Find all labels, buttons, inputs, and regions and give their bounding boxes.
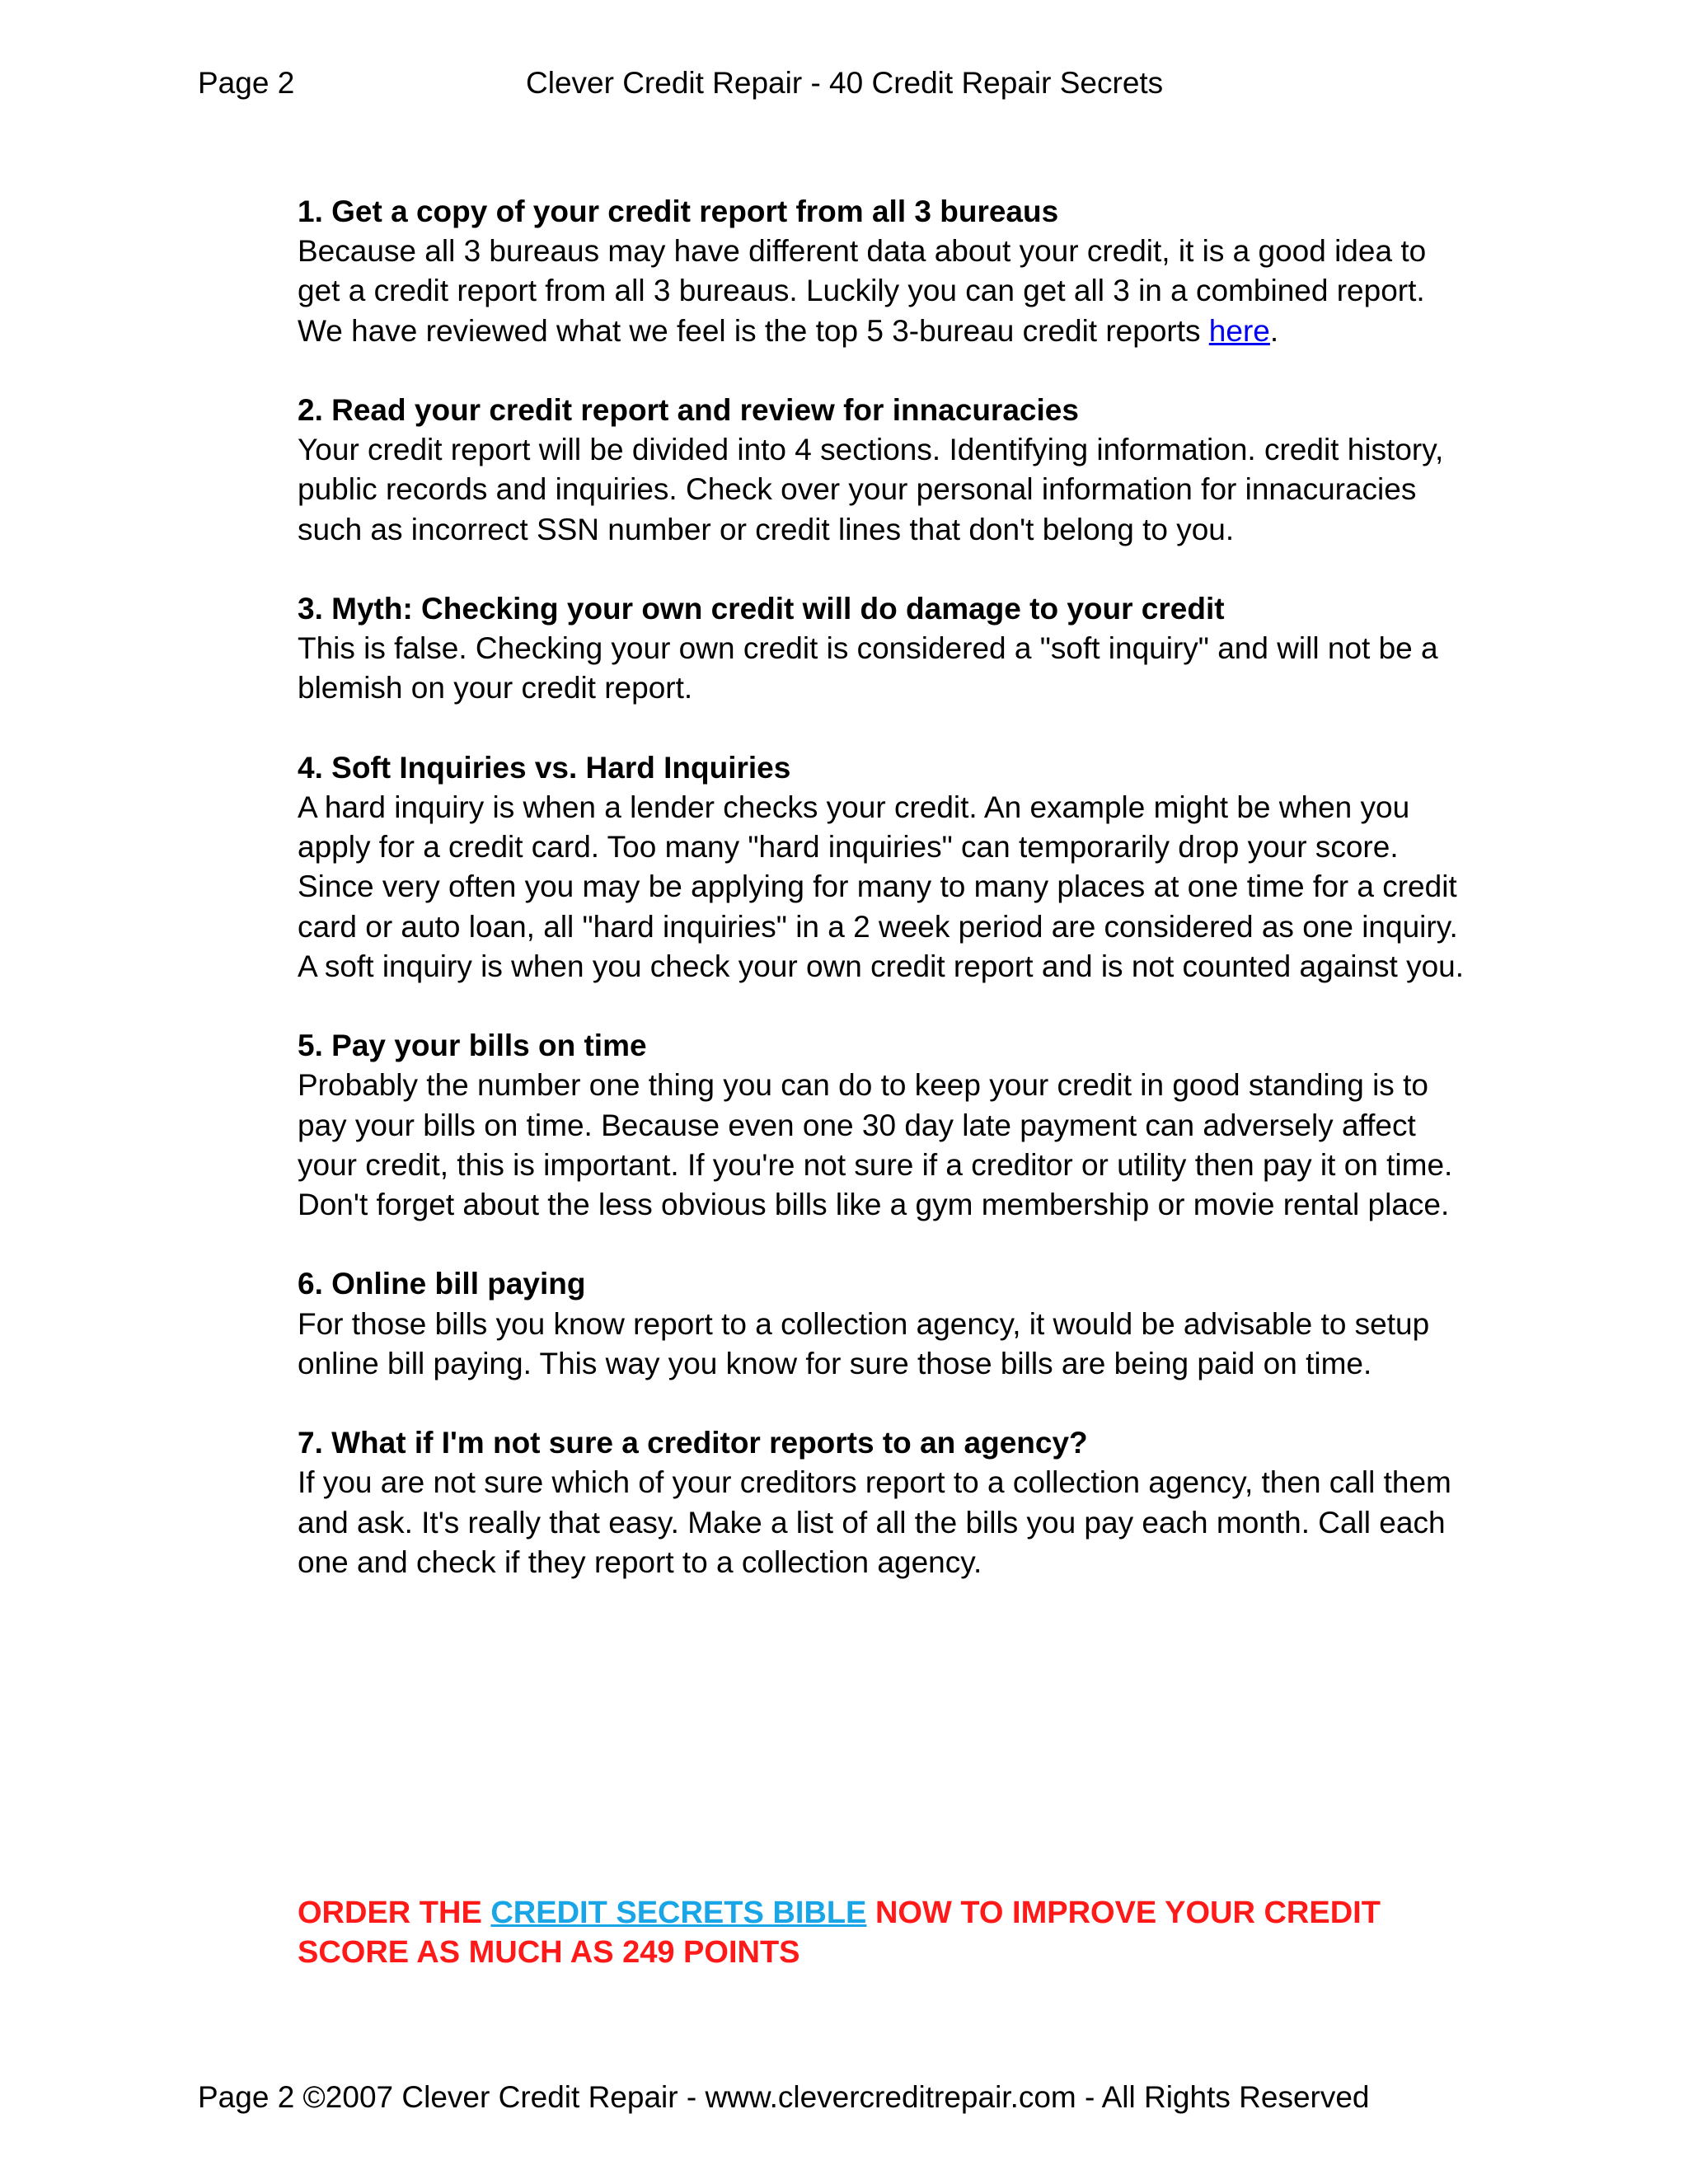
secret-item-7 <box>298 1423 1468 1582</box>
secret-title: 5. Pay your bills on time <box>298 1029 647 1063</box>
secret-body <box>298 232 1468 351</box>
secret-body: If you are not sure which of your creditors report to a collection agency, then call them and ask. It's really that easy. Make a list of all the bills you pay each month. Call each one and check if they report to a collection agency. <box>298 1465 1451 1579</box>
secret-body: A hard inquiry is when a lender checks your credit. An example might be when you apply for a credit card. Too many "hard inquiries" can temporarily drop your score. Since very often you may be applying for many to many places at one time for a credit card or auto loan, all "hard inquiries" in a 2 week period are considered as one inquiry. A soft inquiry is when you check your own credit report and is not counted against you. <box>298 790 1465 983</box>
secret-title: 2. Read your credit report and review for innacuracies <box>298 393 1079 427</box>
secret-item-5 <box>298 1026 1468 1225</box>
secret-item-6 <box>298 1264 1468 1384</box>
secret-title: 7. What if I'm not sure a creditor reports to an agency? <box>298 1426 1088 1460</box>
page-footer: Page 2 ©2007 Clever Credit Repair - www.clevercreditrepair.com - All Rights Reserved <box>198 2080 1370 2114</box>
secret-title: 4. Soft Inquiries vs. Hard Inquiries <box>298 750 791 785</box>
secret-title: 1. Get a copy of your credit report from all 3 bureaus <box>298 194 1059 228</box>
secret-body-text-end: . <box>1269 313 1279 348</box>
secret-title: 6. Online bill paying <box>298 1267 586 1301</box>
secret-body-text: Because all 3 bureaus may have different data about your credit, it is a good idea to get a credit report from all 3 bureaus. Luckily you can get all 3 in a combined report. We have reviewed what we feel is the top 5 3-bureau credit reports <box>298 234 1427 348</box>
header-page-number: Page 2 <box>198 66 295 100</box>
secret-item-2 <box>298 391 1468 550</box>
secret-item-3 <box>298 589 1468 709</box>
secret-item-4 <box>298 748 1468 987</box>
credit-secrets-bible-link[interactable]: CREDIT SECRETS BIBLE <box>490 1896 867 1930</box>
promo-banner <box>298 1893 1418 1972</box>
secret-body: Your credit report will be divided into 4 sections. Identifying information. credit history, public records and inquiries. Check over your personal information for innacuracies such as incorrect SSN number or credit lines that don't belong to you. <box>298 433 1444 546</box>
promo-suffix: NOW TO IMPROVE YOUR CREDIT SCORE AS MUCH AS 249 POINTS <box>298 1896 1381 1971</box>
secret-item-1 <box>298 192 1468 351</box>
secrets-list <box>298 192 1468 1622</box>
page-header <box>198 63 1434 104</box>
secret-body: For those bills you know report to a collection agency, it would be advisable to setup online bill paying. This way you know for sure those bills are being paid on time. <box>298 1306 1430 1380</box>
header-document-title: Clever Credit Repair - 40 Credit Repair Secrets <box>526 66 1164 100</box>
secret-body: This is false. Checking your own credit is considered a "soft inquiry" and will not be a blemish on your credit report. <box>298 631 1438 705</box>
bureau-reports-link[interactable]: here <box>1208 313 1270 348</box>
secret-body: Probably the number one thing you can do to keep your credit in good standing is to pay your bills on time. Because even one 30 day late payment can adversely affect your credit, this is important. If you're not sure if a creditor or utility then pay it on time. Don't forget about the less obvious bills like a gym membership or movie rental place. <box>298 1068 1453 1222</box>
promo-prefix: ORDER THE <box>298 1896 491 1930</box>
secret-title: 3. Myth: Checking your own credit will do damage to your credit <box>298 592 1225 626</box>
